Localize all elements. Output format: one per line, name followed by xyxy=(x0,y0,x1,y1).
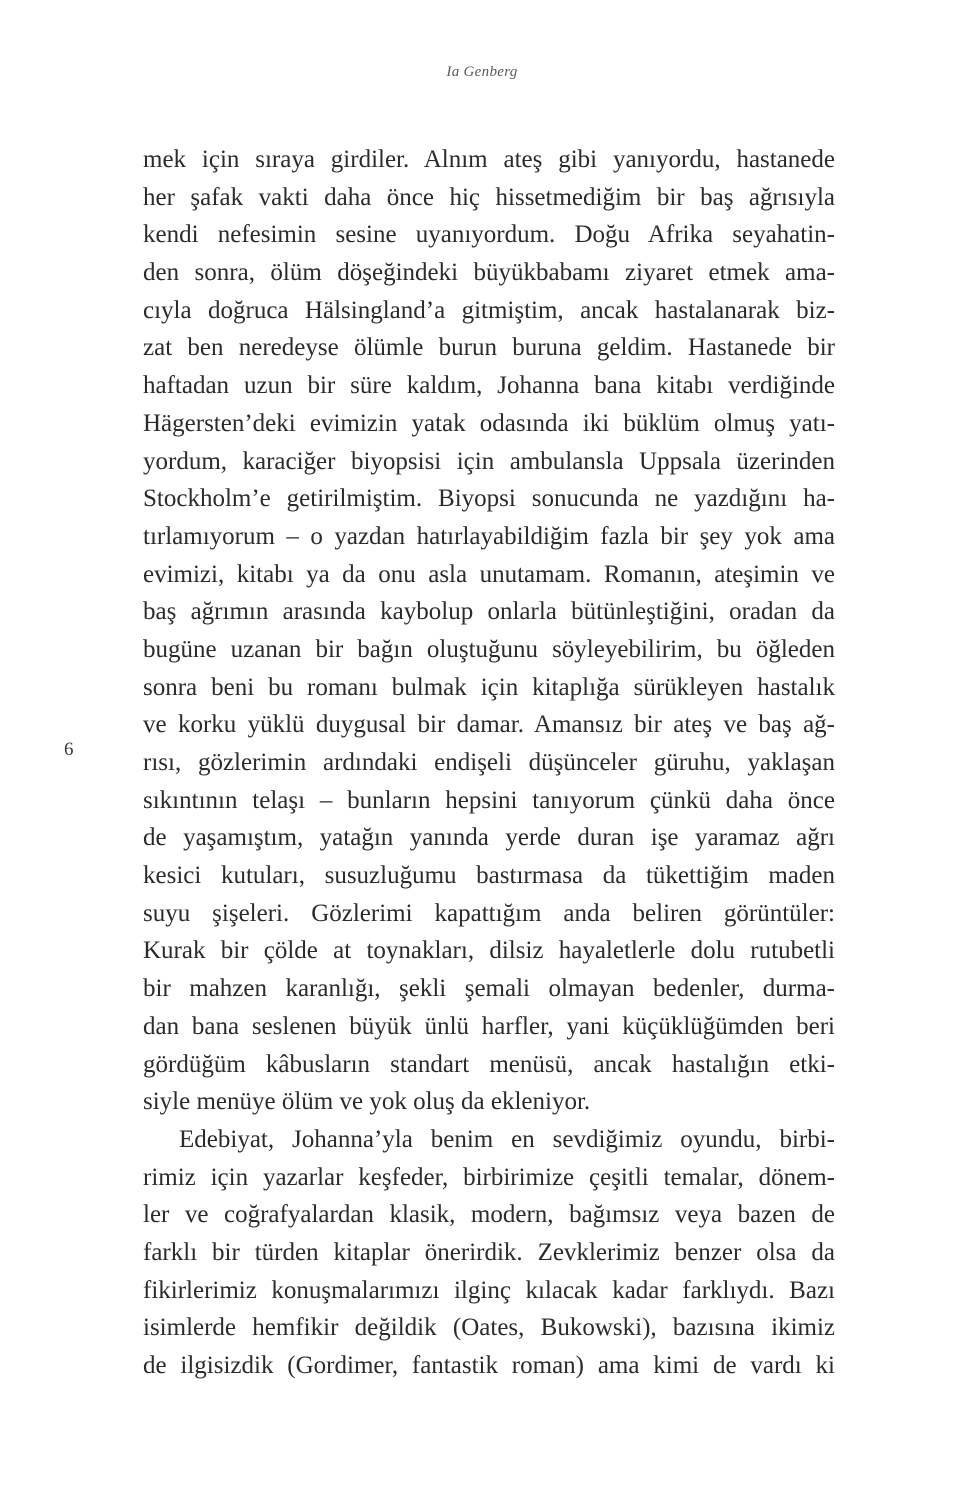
text-line: Kurak bir çölde at toynakları, dilsiz hayaletlerle dolu rutubetli xyxy=(143,937,835,965)
text-line: bugüne uzanan bir bağın oluştuğunu söyleyebilirim, bu öğleden xyxy=(143,635,835,663)
text-line: rimiz için yazarlar keşfeder, birbirimize çeşitli temalar, dönem- xyxy=(143,1163,835,1191)
text-line: Stockholm’e getirilmiştim. Biyopsi sonucunda ne yazdığını ha- xyxy=(143,485,835,513)
text-line: ve korku yüklü duygusal bir damar. Amansız bir ateş ve baş ağ- xyxy=(143,711,835,739)
text-line: suyu şişeleri. Gözlerimi kapattığım anda beliren görüntüler: xyxy=(143,899,835,927)
text-line: kendi nefesimin sesine uyanıyordum. Doğu Afrika seyahatin- xyxy=(143,221,835,249)
text-line: de yaşamıştım, yatağın yanında yerde duran işe yaramaz ağrı xyxy=(143,824,835,852)
text-line: cıyla doğruca Hälsingland’a gitmiştim, ancak hastalanarak biz- xyxy=(143,296,835,324)
text-line: mek için sıraya girdiler. Alnım ateş gibi yanıyordu, hastanede xyxy=(143,146,835,173)
text-line: de ilgisizdik (Gordimer, fantastik roman) ama kimi de vardı ki xyxy=(143,1352,835,1379)
text-line: ler ve coğrafyalardan klasik, modern, bağımsız veya bazen de xyxy=(143,1201,835,1229)
text-line: farklı bir türden kitaplar önerirdik. Zevklerimiz benzer olsa da xyxy=(143,1238,835,1266)
page-number: 6 xyxy=(64,739,74,760)
text-line: baş ağrımın arasında kaybolup onlarla bütünleştiğini, oradan da xyxy=(143,598,835,626)
text-line: her şafak vakti daha önce hiç hissetmediğim bir baş ağrısıyla xyxy=(143,183,835,211)
text-line: den sonra, ölüm döşeğindeki büyükbabamı ziyaret etmek ama- xyxy=(143,259,835,287)
paragraph xyxy=(143,1121,835,1385)
text-line: Hägersten’deki evimizin yatak odasında iki büklüm olmuş yatı- xyxy=(143,409,835,437)
text-line: fikirlerimiz konuşmalarımızı ilginç kılacak kadar farklıydı. Bazı xyxy=(143,1276,835,1304)
text-line: kesici kutuları, susuzluğumu bastırmasa da tükettiğim maden xyxy=(143,862,835,890)
text-line: yordum, karaciğer biyopsisi için ambulansla Uppsala üzerinden xyxy=(143,447,835,475)
paragraph xyxy=(143,141,835,1121)
text-line: siyle menüye ölüm ve yok oluş da ekleniyor. xyxy=(143,1088,591,1116)
text-line: sonra beni bu romanı bulmak için kitaplığa sürükleyen hastalık xyxy=(143,673,835,701)
running-header: Ia Genberg xyxy=(446,64,518,80)
text-line: evimizi, kitabı ya da onu asla unutamam. Romanın, ateşimin ve xyxy=(143,560,835,588)
text-line: gördüğüm kâbusların standart menüsü, ancak hastalığın etki- xyxy=(143,1050,835,1078)
text-line: rısı, gözlerimin ardındaki endişeli düşünceler güruhu, yaklaşan xyxy=(143,749,835,776)
text-line: haftadan uzun bir süre kaldım, Johanna bana kitabı verdiğinde xyxy=(143,372,835,400)
text-line: sıkıntının telaşı – bunların hepsini tanıyorum çünkü daha önce xyxy=(143,786,835,814)
text-line: isimlerde hemfikir değildik (Oates, Bukowski), bazısına ikimiz xyxy=(143,1314,835,1342)
text-line: zat ben neredeyse ölümle burun buruna geldim. Hastanede bir xyxy=(143,334,835,362)
text-line: dan bana seslenen büyük ünlü harfler, yani küçüklüğümden beri xyxy=(143,1012,835,1040)
text-line: bir mahzen karanlığı, şekli şemali olmayan bedenler, durma- xyxy=(143,975,835,1003)
text-line: tırlamıyorum – o yazdan hatırlayabildiğim fazla bir şey yok ama xyxy=(143,522,835,550)
text-line: Edebiyat, Johanna’yla benim en sevdiğimiz oyundu, birbi- xyxy=(179,1125,835,1153)
body-text xyxy=(143,141,835,1385)
